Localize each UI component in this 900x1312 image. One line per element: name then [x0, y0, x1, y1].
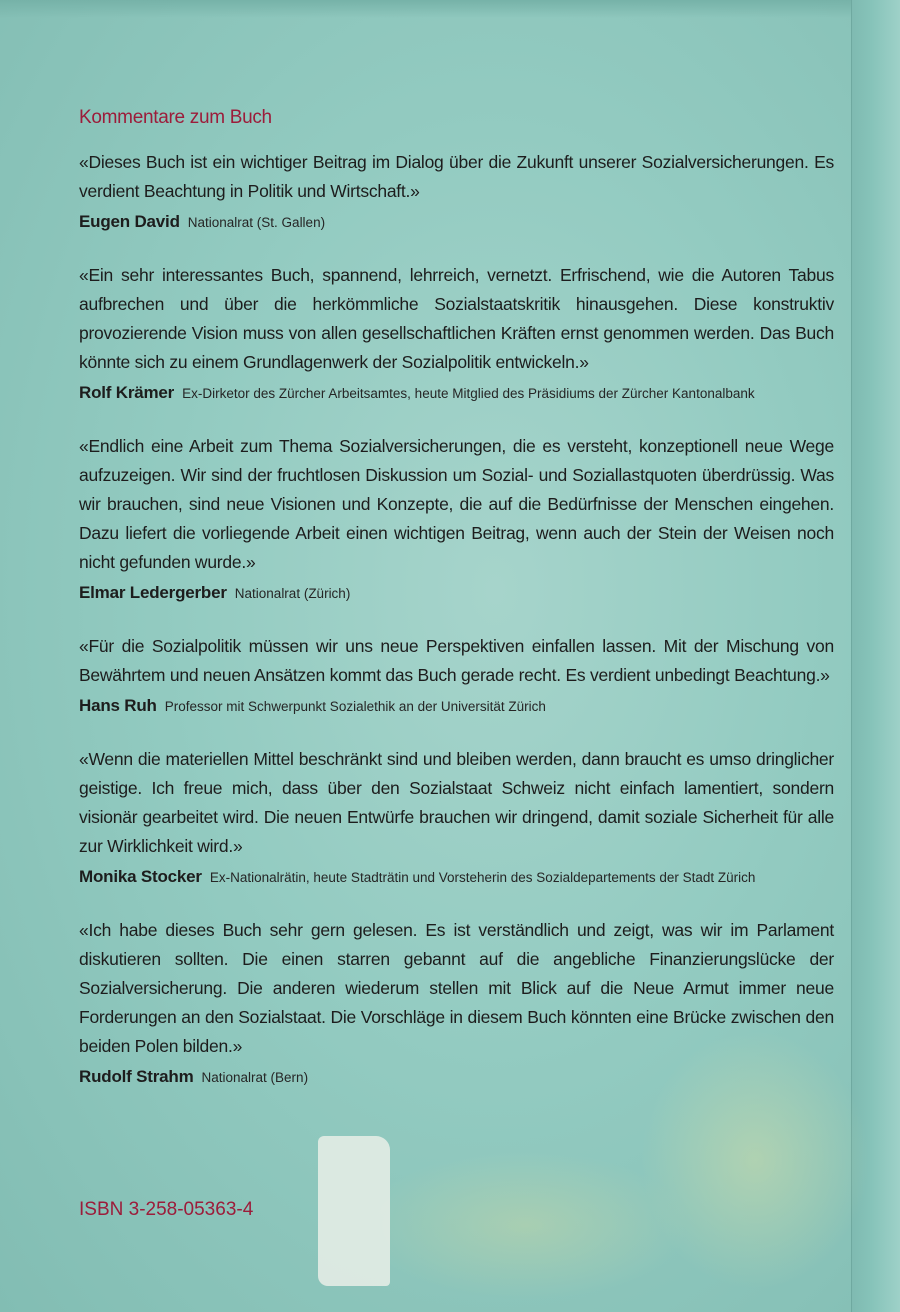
comment-block: [79, 745, 834, 892]
commenter-name: Rolf Krämer: [79, 383, 175, 402]
comment-block: [79, 432, 834, 608]
comment-block: [79, 632, 834, 721]
comment-quote: «Für die Sozialpolitik müssen wir uns neue Perspektiven einfallen lassen. Mit der Mischung von Bewährtem und neuen Ansätzen kommt das Buch gerade recht. Es verdient unbedingt Beachtung.»: [79, 636, 834, 685]
sticker-residue: [318, 1136, 390, 1286]
comment-block: [79, 261, 834, 408]
comment-attribution: [79, 692, 834, 721]
comment-quote: «Wenn die materiellen Mittel beschränkt sind und bleiben werden, dann braucht es umso dringlicher geistige. Ich freue mich, dass über den Sozialstaat Schweiz nicht einfach lamentiert, sondern visionär gearbeitet wird. Die neuen Entwürfe brauchen wir dringend, damit soziale Sicherheit für alle zur Wirklichkeit wird.»: [79, 749, 834, 856]
comment-attribution: [79, 1063, 834, 1092]
commenter-role: Nationalrat (Zürich): [234, 586, 351, 601]
commenter-role: Nationalrat (St. Gallen): [187, 215, 326, 230]
cover-top-edge: [0, 0, 900, 18]
section-heading: Kommentare zum Buch: [79, 107, 272, 128]
comment-attribution: [79, 579, 834, 608]
comment-quote: «Endlich eine Arbeit zum Thema Sozialversicherungen, die es versteht, konzeptionell neue Wege aufzuzeigen. Wir sind der fruchtlosen Diskussion um Sozial- und Soziallastquoten überdrüssig. Was wir brauchen, sind neue Visionen und Konzepte, die auf die Bedürfnisse der Menschen eingehen. Dazu liefert die vorliegende Arbeit einen wichtigen Beitrag, wenn auch der Stein der Weisen noch nicht gefunden wurde.»: [79, 436, 834, 572]
comment-block: [79, 916, 834, 1092]
commenter-role: Ex-Dirketor des Zürcher Arbeitsamtes, heute Mitglied des Präsidiums der Zürcher Kantonalbank: [182, 386, 755, 401]
comment-attribution: [79, 863, 834, 892]
comment-quote: «Ein sehr interessantes Buch, spannend, lehrreich, vernetzt. Erfrischend, wie die Autoren Tabus aufbrechen und über die herkömmliche Sozialstaatskritik hinausgehen. Diese konstruktiv provozierende Vision muss von allen gesellschaftlichen Kräften ernst genommen werden. Das Buch könnte sich zu einem Grundlagenwerk der Sozialpolitik entwickeln.»: [79, 265, 834, 372]
comment-attribution: [79, 208, 834, 237]
comment-quote: «Dieses Buch ist ein wichtiger Beitrag im Dialog über die Zukunft unserer Sozialversicherungen. Es verdient Beachtung in Politik und Wirtschaft.»: [79, 152, 834, 201]
commenter-name: Monika Stocker: [79, 867, 202, 886]
commenter-name: Elmar Ledergerber: [79, 583, 227, 602]
comments-section: [79, 104, 834, 1116]
comment-quote: «Ich habe dieses Buch sehr gern gelesen. Es ist verständlich und zeigt, was wir im Parlament diskutieren sollten. Die einen starren gebannt auf die angebliche Finanzierungslücke der Sozialversicherung. Die anderen wiederum stellen mit Blick auf die Neue Armut immer neue Forderungen an den Sozialstaat. Die Vorschläge in diesem Buch könnten eine Brücke zwischen den beiden Polen bilden.»: [79, 920, 834, 1056]
commenter-name: Eugen David: [79, 212, 180, 231]
comment-block: [79, 148, 834, 237]
comment-attribution: [79, 379, 834, 408]
commenter-name: Hans Ruh: [79, 696, 157, 715]
isbn-number: ISBN 3-258-05363-4: [79, 1199, 254, 1220]
commenter-role: Nationalrat (Bern): [201, 1070, 309, 1085]
cover-stain: [360, 1150, 690, 1300]
commenter-role: Professor mit Schwerpunkt Sozialethik an der Universität Zürich: [164, 699, 546, 714]
commenter-name: Rudolf Strahm: [79, 1067, 194, 1086]
commenter-role: Ex-Nationalrätin, heute Stadträtin und Vorsteherin des Sozialdepartements der Stadt Zürich: [209, 870, 756, 885]
